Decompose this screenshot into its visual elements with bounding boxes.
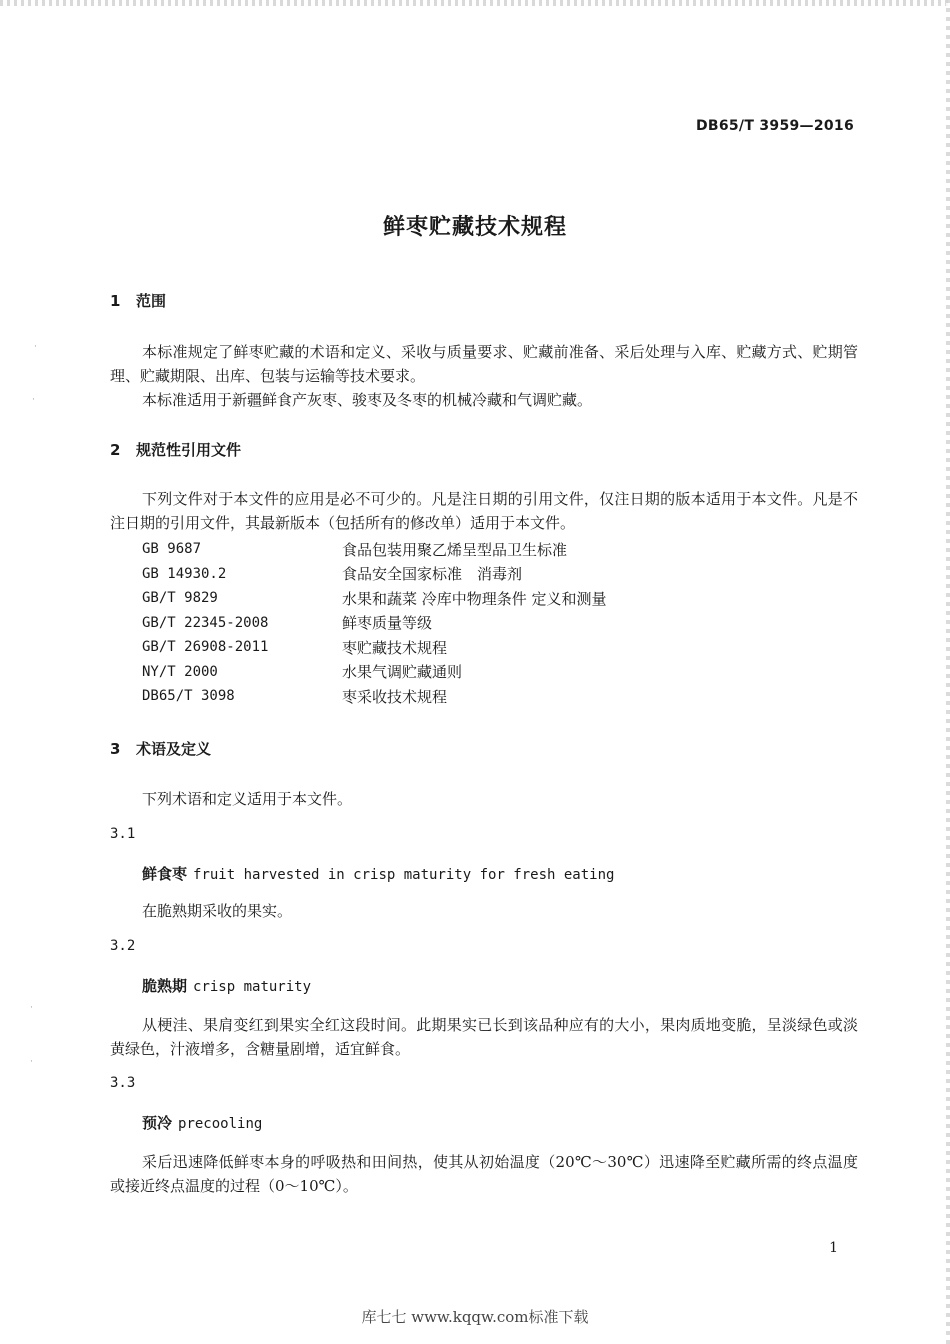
reference-row: [142, 537, 842, 562]
scan-edge-right: [946, 0, 950, 1344]
scope-paragraph-1: 本标准规定了鲜枣贮藏的术语和定义、采收与质量要求、贮藏前准备、采后处理与入库、贮藏方式、贮期管理、贮藏期限、出库、包装与运输等技术要求。: [110, 343, 858, 385]
term-definition: 从梗洼、果肩变红到果实全红这段时间。此期果实已长到该品种应有的大小，果肉质地变脆，呈淡绿色或淡黄绿色，汁液增多，含糖量剧增，适宜鲜食。: [110, 1016, 858, 1058]
reference-row: [142, 684, 842, 709]
reference-row: [142, 586, 842, 611]
document-title: 鲜枣贮藏技术规程: [382, 215, 567, 240]
term-entry: [142, 1112, 262, 1133]
scan-speck: ·: [32, 395, 35, 405]
clause-number: 3.1: [110, 826, 136, 842]
reference-title: 水果气调贮藏通则: [342, 663, 463, 682]
section-heading-scope: [110, 290, 166, 311]
terms-intro: 下列术语和定义适用于本文件。: [142, 790, 353, 808]
reference-row: [142, 635, 842, 660]
reference-title: 食品包装用聚乙烯呈型品卫生标准: [342, 540, 568, 559]
scan-speck: ·: [34, 342, 37, 352]
section-number: 2: [110, 441, 121, 459]
clause-number: 3.2: [110, 938, 136, 954]
section-title: 范围: [136, 292, 167, 310]
reference-code: GB/T 9829: [142, 590, 218, 607]
reference-title: 枣采收技术规程: [342, 687, 448, 706]
reference-code: GB 14930.2: [142, 565, 227, 582]
reference-code: GB/T 26908-2011: [142, 639, 269, 656]
references-intro: 下列文件对于本文件的应用是必不可少的。凡是注日期的引用文件，仅注日期的版本适用于本文件。凡是不注日期的引用文件，其最新版本（包括所有的修改单）适用于本文件。: [110, 490, 858, 532]
term-chinese: 预冷: [142, 1114, 173, 1132]
reference-title: 鲜枣质量等级: [342, 614, 433, 633]
reference-code: DB65/T 3098: [142, 688, 235, 705]
reference-list: [142, 537, 842, 709]
reference-row: [142, 611, 842, 636]
term-entry: [142, 863, 614, 884]
reference-code: NY/T 2000: [142, 663, 218, 680]
section-heading-terms: [110, 738, 211, 759]
reference-title: 枣贮藏技术规程: [342, 638, 448, 657]
page-number: 1: [829, 1240, 838, 1256]
section-title: 规范性引用文件: [136, 441, 242, 459]
clause-number: 3.3: [110, 1075, 136, 1091]
reference-title: 水果和蔬菜 冷库中物理条件 定义和测量: [342, 589, 607, 608]
reference-code: GB/T 22345-2008: [142, 614, 269, 631]
scope-paragraph-2: 本标准适用于新疆鲜食产灰枣、骏枣及冬枣的机械冷藏和气调贮藏。: [142, 391, 593, 409]
term-chinese: 脆熟期: [142, 977, 188, 995]
term-entry: [142, 975, 311, 996]
reference-row: [142, 660, 842, 685]
term-english: fruit harvested in crisp maturity for fresh eating: [193, 867, 615, 883]
scan-speck: ·: [30, 1003, 33, 1013]
term-english: crisp maturity: [193, 979, 312, 995]
section-heading-references: [110, 439, 241, 460]
reference-code: GB 9687: [142, 541, 202, 558]
section-number: 1: [110, 292, 121, 310]
reference-title: 食品安全国家标准 消毒剂: [342, 565, 523, 584]
term-english: precooling: [178, 1116, 263, 1132]
scan-edge-top: [0, 0, 950, 6]
section-title: 术语及定义: [136, 740, 212, 758]
footer-watermark: 库七七 www.kqqw.com标准下载: [361, 1308, 589, 1326]
term-chinese: 鲜食枣: [142, 865, 188, 883]
term-definition: 在脆熟期采收的果实。: [142, 902, 293, 920]
section-number: 3: [110, 740, 121, 758]
document-code: DB65/T 3959—2016: [695, 118, 854, 134]
term-definition: 采后迅速降低鲜枣本身的呼吸热和田间热，使其从初始温度（20℃～30℃）迅速降至贮藏所需的终点温度或接近终点温度的过程（0～10℃）。: [110, 1153, 858, 1195]
reference-row: [142, 562, 842, 587]
scan-speck: ·: [30, 1057, 33, 1067]
